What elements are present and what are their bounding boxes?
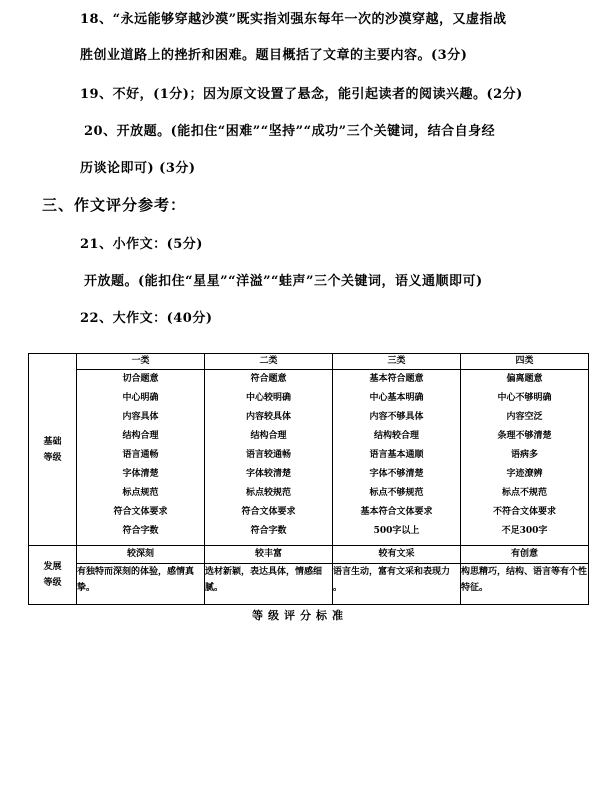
criteria-item: 符合文体要求 bbox=[241, 507, 296, 517]
criteria-item: 结构较合理 bbox=[373, 431, 419, 441]
answer-18-line2: 胜创业道路上的挫折和困难。题目概括了文章的主要内容。(3分) bbox=[80, 48, 468, 63]
dev-desc: 选材新颖，表达具体，情感细腻。 bbox=[205, 564, 333, 605]
criteria-item: 语病多 bbox=[510, 450, 538, 460]
dev-desc: 语言生动，富有文采和表现力 。 bbox=[333, 564, 461, 605]
small-essay-desc: 开放题。(能扣住“星星”“洋溢”“蛙声”三个关键词，语义通顺即可) bbox=[84, 274, 483, 289]
dev-head: 较深刻 bbox=[77, 546, 205, 564]
criteria-item: 基本符合题意 bbox=[369, 374, 424, 384]
grading-table bbox=[28, 353, 589, 605]
column-head: 四类 bbox=[461, 354, 589, 370]
criteria-item: 标点较规范 bbox=[245, 488, 291, 498]
basic-level-label bbox=[29, 354, 77, 546]
answer-20-line2: 历谈论即可) (3分) bbox=[80, 161, 196, 176]
dev-level-label-2: 等级 bbox=[43, 578, 62, 588]
basic-level-label-1: 基础 bbox=[43, 436, 62, 447]
criteria-item: 中心不够明确 bbox=[497, 393, 552, 403]
dev-head: 较有文采 bbox=[333, 546, 461, 564]
criteria-item: 结构合理 bbox=[250, 431, 287, 441]
column-head: 一类 bbox=[77, 354, 205, 370]
criteria-item: 符合字数 bbox=[122, 526, 159, 536]
basic-items-col bbox=[77, 370, 205, 546]
criteria-item: 符合文体要求 bbox=[113, 507, 168, 517]
basic-items-col bbox=[205, 370, 333, 546]
criteria-item: 标点不规范 bbox=[501, 488, 547, 498]
dev-head: 有创意 bbox=[461, 546, 589, 564]
table-header-row bbox=[29, 354, 589, 370]
dev-level-label bbox=[29, 546, 77, 605]
criteria-item: 500字以上 bbox=[373, 526, 420, 536]
criteria-item: 结构合理 bbox=[122, 431, 159, 441]
column-head: 三类 bbox=[333, 354, 461, 370]
table-caption: 等级评分标准 bbox=[252, 609, 348, 622]
criteria-item: 语言基本通顺 bbox=[369, 450, 424, 460]
dev-level-label-1: 发展 bbox=[43, 562, 62, 572]
answer-18-line1: 18、“永远能够穿越沙漠”既实指刘强东每年一次的沙漠穿越，又虚指战 bbox=[80, 12, 507, 27]
criteria-item: 基本符合文体要求 bbox=[360, 507, 433, 517]
criteria-item: 中心明确 bbox=[122, 393, 159, 403]
criteria-item: 符合字数 bbox=[250, 526, 287, 536]
dev-desc: 构思精巧，结构、语言等有个性特征。 bbox=[461, 564, 589, 605]
answer-20-line1: 20、开放题。(能扣住“困难”“坚持”“成功”三个关键词，结合自身经 bbox=[84, 124, 496, 139]
criteria-item: 中心基本明确 bbox=[369, 393, 424, 403]
basic-items-col bbox=[333, 370, 461, 546]
criteria-item: 语言通畅 bbox=[122, 450, 159, 460]
dev-desc-row bbox=[29, 564, 589, 605]
dev-header-row bbox=[29, 546, 589, 564]
section-title: 三、作文评分参考： bbox=[42, 196, 187, 214]
dev-desc: 有独特而深刻的体验，感情真挚。 bbox=[77, 564, 205, 605]
answer-19: 19、不好，(1分)；因为原文设置了悬念，能引起读者的阅读兴趣。(2分) bbox=[80, 87, 523, 102]
dev-head: 较丰富 bbox=[205, 546, 333, 564]
small-essay-title: 21、小作文：(5分) bbox=[80, 237, 203, 252]
criteria-item: 不足300字 bbox=[501, 526, 548, 536]
basic-items-col bbox=[461, 370, 589, 546]
basic-items-row bbox=[29, 370, 589, 546]
criteria-item: 语言较通畅 bbox=[245, 450, 291, 460]
criteria-item: 标点规范 bbox=[122, 488, 159, 498]
criteria-item: 字迹潦辨 bbox=[506, 469, 543, 479]
criteria-item: 字体较清楚 bbox=[245, 469, 291, 479]
criteria-item: 条理不够清楚 bbox=[497, 431, 552, 441]
criteria-item: 偏离题意 bbox=[506, 374, 543, 384]
criteria-item: 标点不够规范 bbox=[369, 488, 424, 498]
criteria-item: 字体不够清楚 bbox=[369, 469, 424, 479]
criteria-item: 中心较明确 bbox=[245, 393, 291, 403]
criteria-item: 切合题意 bbox=[122, 374, 159, 384]
criteria-item: 符合题意 bbox=[250, 374, 287, 384]
column-head: 二类 bbox=[205, 354, 333, 370]
criteria-item: 内容空泛 bbox=[506, 412, 543, 422]
criteria-item: 内容不够具体 bbox=[369, 412, 424, 422]
criteria-item: 内容具体 bbox=[122, 412, 159, 422]
criteria-item: 内容较具体 bbox=[245, 412, 291, 422]
big-essay-title: 22、大作文：(40分) bbox=[80, 311, 213, 326]
basic-level-label-2: 等级 bbox=[43, 452, 62, 463]
criteria-item: 字体清楚 bbox=[122, 469, 159, 479]
criteria-item: 不符合文体要求 bbox=[492, 507, 556, 517]
